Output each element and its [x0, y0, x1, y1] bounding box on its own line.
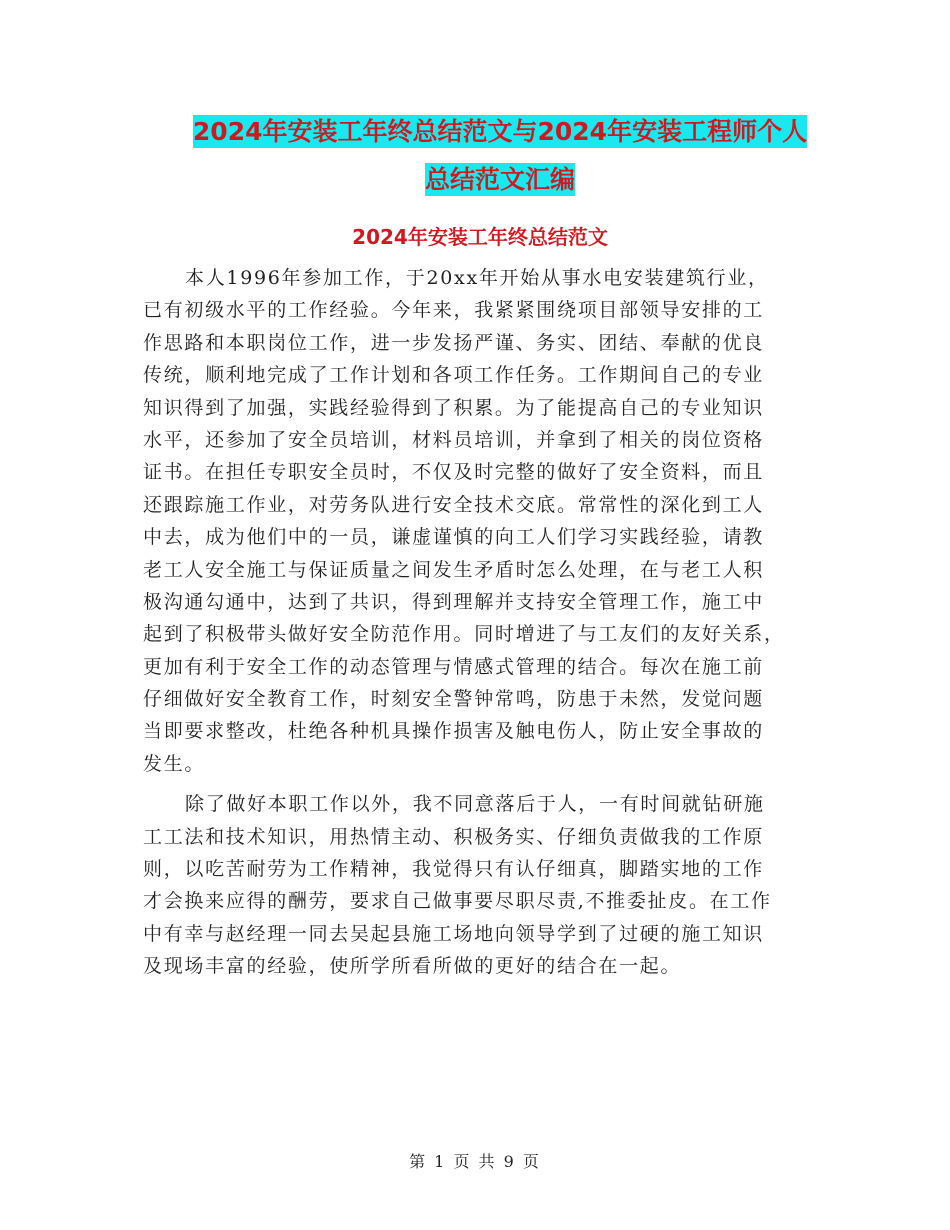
document-title [140, 108, 860, 204]
text-line: 发生。 [143, 752, 206, 775]
paragraph [143, 788, 803, 982]
text-line: 知识得到了加强，实践经验得到了积累。为了能提高自己的专业知识 [143, 396, 765, 419]
text-line: 水平，还参加了安全员培训，材料员培训，并拿到了相关的岗位资格 [143, 428, 765, 451]
text-line: 传统，顺利地完成了工作计划和各项工作任务。工作期间自己的专业 [143, 364, 765, 387]
text-line: 极沟通勾通中，达到了共识，得到理解并支持安全管理工作，施工中 [143, 590, 765, 613]
document-title-line-1: 2024年安装工年终总结范文与2024年安装工程师个人 [192, 117, 808, 146]
text-line: 更加有利于安全工作的动态管理与情感式管理的结合。每次在施工前 [143, 655, 765, 678]
text-line: 除了做好本职工作以外，我不同意落后于人，一有时间就钻研施 [185, 793, 765, 816]
text-line: 作思路和本职岗位工作，进一步发扬严谨、务实、团结、奉献的优良 [143, 331, 765, 354]
text-line: 本人1996年参加工作，于20xx年开始从事水电安装建筑行业， [185, 267, 769, 289]
text-line: 起到了积极带头做好安全防范作用。同时增进了与工友们的友好关系， [143, 623, 785, 646]
text-line: 中有幸与赵经理一同去吴起县施工场地向领导学到了过硬的施工知识 [143, 922, 765, 945]
text-line: 证书。在担任专职安全员时，不仅及时完整的做好了安全资料，而且 [143, 461, 765, 484]
document-title-line-2: 总结范文汇编 [424, 165, 575, 194]
text-line: 已有初级水平的工作经验。今年来，我紧紧围绕项目部领导安排的工 [143, 299, 765, 322]
text-line: 才会换来应得的酬劳，要求自己做事要尽职尽责,不推委扯皮。在工作 [143, 890, 772, 913]
text-line: 中去，成为他们中的一员，谦虚谨慎的向工人们学习实践经验，请教 [143, 526, 765, 549]
text-line: 还跟踪施工作业，对劳务队进行安全技术交底。常常性的深化到工人 [143, 493, 765, 516]
text-line: 则，以吃苦耐劳为工作精神，我觉得只有认仔细真，脚踏实地的工作 [143, 858, 765, 881]
text-line: 工工法和技术知识，用热情主动、积极务实、仔细负责做我的工作原 [143, 825, 765, 848]
page-footer: 第 1 页 共 9 页 [409, 1152, 541, 1171]
section-title: 2024年安装工年终总结范文 [352, 225, 608, 249]
text-line: 老工人安全施工与保证质量之间发生矛盾时怎么处理，在与老工人积 [143, 558, 765, 581]
text-line: 及现场丰富的经验，使所学所看所做的更好的结合在一起。 [143, 955, 682, 978]
body-text [143, 262, 803, 991]
text-line: 当即要求整改，杜绝各种机具操作损害及触电伤人，防止安全事故的 [143, 720, 765, 743]
text-line: 仔细做好安全教育工作，时刻安全警钟常鸣，防患于未然，发觉问题 [143, 688, 765, 711]
paragraph [143, 262, 803, 780]
